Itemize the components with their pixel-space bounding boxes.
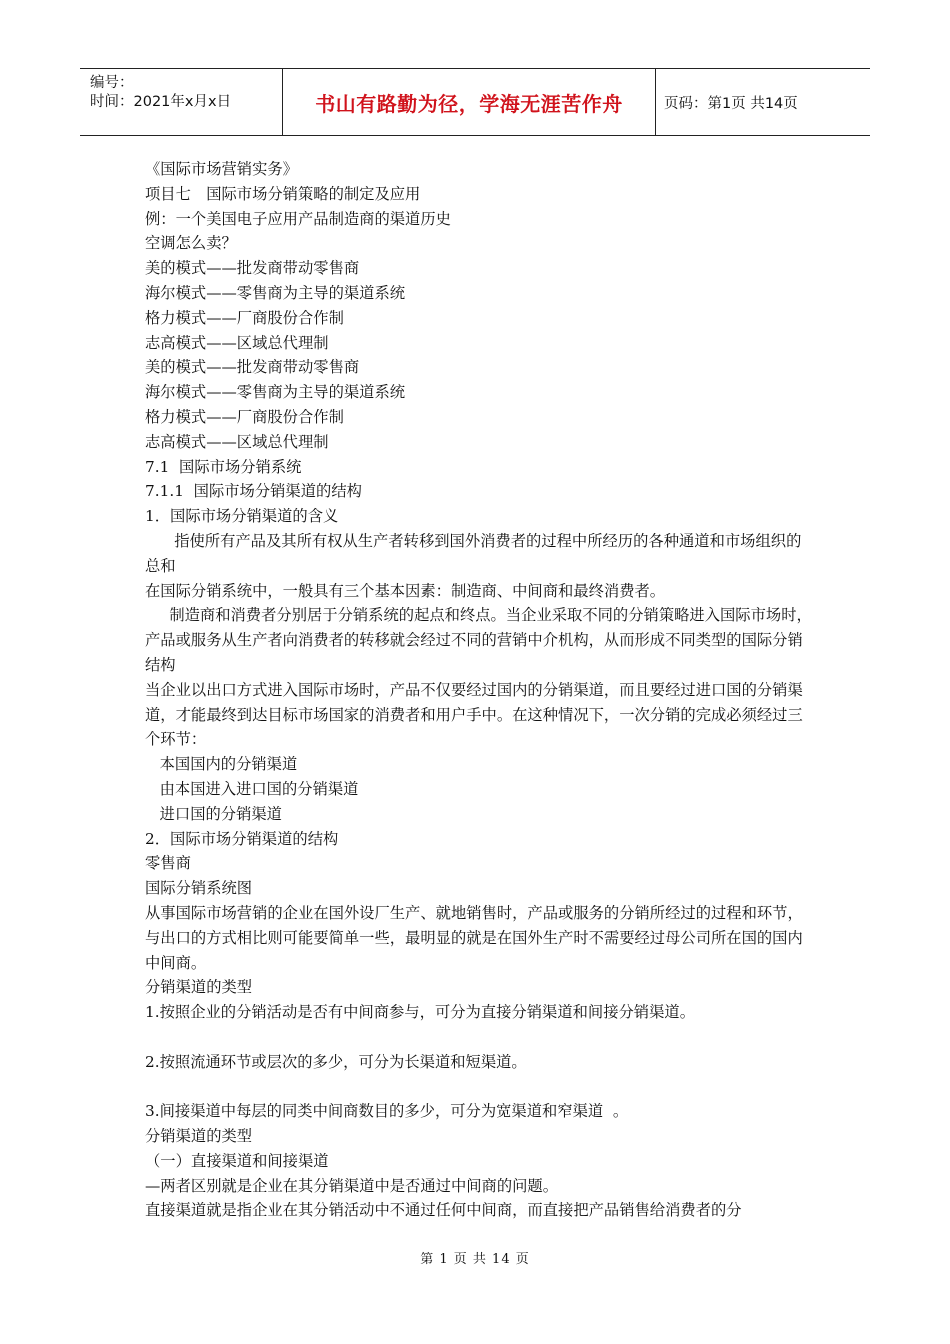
header-motto-cell (283, 69, 656, 135)
document-body (145, 157, 813, 1223)
paragraph: 7.1 国际市场分销系统 (145, 457, 302, 476)
motto: 书山有路勤为径，学海无涯苦作舟 (315, 91, 623, 116)
paragraph: 直接渠道就是指企业在其分销活动中不通过任何中间商，而直接把产品销售给消费者的分 (145, 1201, 742, 1220)
paragraph: 3.间接渠道中每层的同类中间商数目的多少，可分为宽渠道和窄渠道 。 (145, 1102, 629, 1121)
paragraph: 指使所有产品及其所有权从生产者转移到国外消费者的过程中所经历的各种通道和市场组织的总和 (145, 531, 802, 575)
paragraph: 制造商和消费者分别居于分销系统的起点和终点。当企业采取不同的分销策略进入国际市场时，产品或服务从生产者向消费者的转移就会经过不同的营销中介机构，从而形成不同类型的国际分销结构 (145, 606, 812, 674)
paragraph: 分销渠道的类型 (145, 978, 253, 997)
page-header (80, 68, 870, 136)
paragraph: 进口国的分销渠道 (145, 804, 282, 823)
header-page-cell (656, 69, 870, 135)
header-meta (80, 69, 283, 135)
paragraph: 国际分销系统图 (145, 879, 253, 898)
paragraph: 分销渠道的类型 (145, 1127, 253, 1146)
paragraph: 项目七 国际市场分销策略的制定及应用 (145, 184, 421, 203)
paragraph: 格力模式——厂商股份合作制 (145, 308, 344, 327)
paragraph: 1．国际市场分销渠道的含义 (145, 507, 339, 526)
paragraph: 2．国际市场分销渠道的结构 (145, 829, 339, 848)
page-info: 页码：第1页 共14页 (664, 95, 798, 112)
paragraph: —两者区别就是企业在其分销渠道中是否通过中间商的问题。 (145, 1176, 559, 1195)
blank-line (145, 1025, 813, 1050)
blank-line (145, 1074, 813, 1099)
paragraph: 2.按照流通环节或层次的多少，可分为长渠道和短渠道。 (145, 1052, 527, 1071)
paragraph: 格力模式——厂商股份合作制 (145, 407, 344, 426)
paragraph: 海尔模式——零售商为主导的渠道系统 (145, 383, 406, 402)
page-footer: 第 1 页 共 14 页 (420, 1252, 530, 1267)
paragraph: 在国际分销系统中，一般具有三个基本因素：制造商、中间商和最终消费者。 (145, 581, 666, 600)
paragraph: 7.1.1 国际市场分销渠道的结构 (145, 482, 362, 501)
paragraph: 当企业以出口方式进入国际市场时，产品不仅要经过国内的分销渠道，而且要经过进口国的分销渠道，才能最终到达目标市场国家的消费者和用户手中。在这种情况下，一次分销的完成必须经过三个环节： (145, 680, 803, 749)
document-id-label: 编号： (90, 75, 134, 91)
paragraph: 志高模式——区域总代理制 (145, 333, 329, 352)
paragraph: 空调怎么卖？ (145, 234, 237, 253)
paragraph: 零售商 (145, 854, 191, 873)
paragraph: 本国国内的分销渠道 (145, 755, 298, 774)
paragraph: 从事国际市场营销的企业在国外设厂生产、就地销售时，产品或服务的分销所经过的过程和环节，与出口的方式相比则可能要简单一些，最明显的就是在国外生产时不需要经过母公司所在国的国内中间商。 (145, 903, 803, 972)
paragraph: 例：一个美国电子应用产品制造商的渠道历史 (145, 209, 451, 228)
paragraph: 美的模式——批发商带动零售商 (145, 358, 360, 377)
paragraph: （一）直接渠道和间接渠道 (145, 1151, 329, 1170)
paragraph: 志高模式——区域总代理制 (145, 432, 329, 451)
paragraph: 由本国进入进口国的分销渠道 (145, 779, 359, 798)
document-date: 时间：2021年x月x日 (90, 94, 232, 110)
paragraph: 海尔模式——零售商为主导的渠道系统 (145, 283, 406, 302)
paragraph: 1.按照企业的分销活动是否有中间商参与，可分为直接分销渠道和间接分销渠道。 (145, 1003, 695, 1022)
paragraph: 美的模式——批发商带动零售商 (145, 259, 360, 278)
paragraph: 《国际市场营销实务》 (145, 160, 298, 178)
